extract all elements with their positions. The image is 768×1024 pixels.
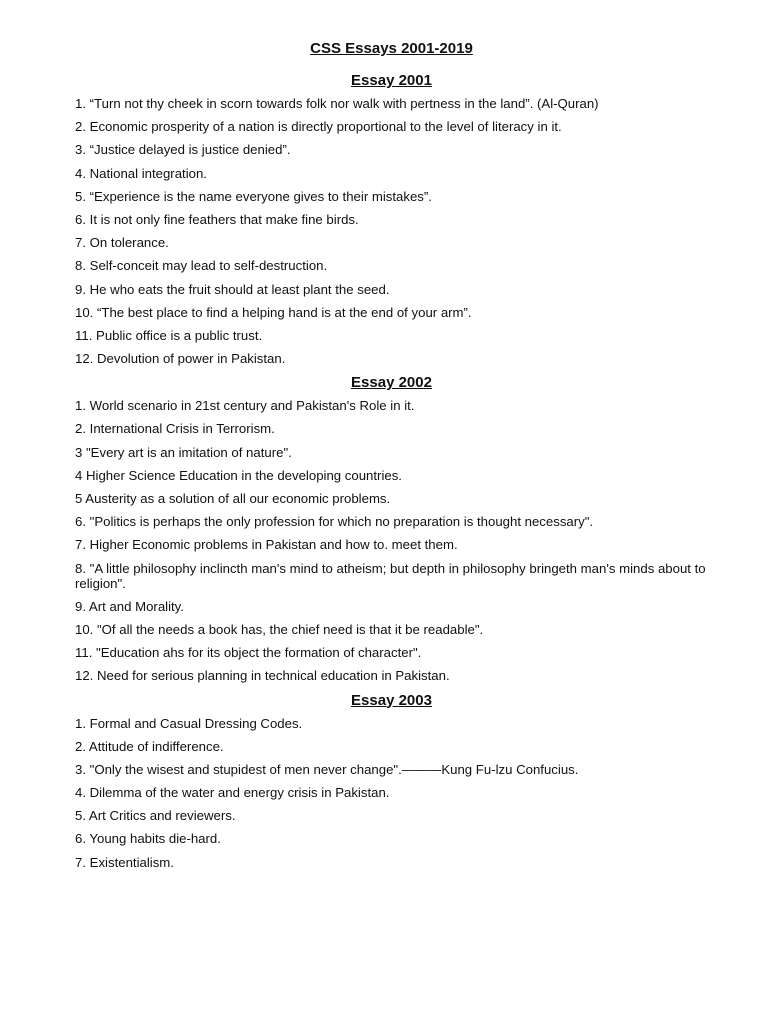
essay-section	[75, 692, 708, 870]
essay-topic: 9. Art and Morality.	[75, 598, 184, 614]
essay-sections	[75, 72, 708, 870]
essay-topic: 6. "Politics is perhaps the only profession for which no preparation is thought necessary".	[75, 514, 594, 530]
essay-topic: 7. On tolerance.	[75, 235, 169, 251]
essay-topic: 3 "Every art is an imitation of nature".	[75, 444, 292, 460]
essay-topic: 3. “Justice delayed is justice denied”.	[75, 142, 291, 158]
essay-topic: 6. Young habits die-hard.	[75, 831, 221, 847]
document-title: CSS Essays 2001-2019	[310, 40, 473, 57]
essay-topic: 7. Higher Economic problems in Pakistan and how to. meet them.	[75, 537, 458, 553]
essay-topic: 7. Existentialism.	[75, 854, 174, 870]
essay-topic-list	[75, 716, 708, 870]
essay-topic: 2. Economic prosperity of a nation is directly proportional to the level of literacy in it.	[75, 119, 562, 135]
essay-topic: 10. “The best place to find a helping hand is at the end of your arm”.	[75, 304, 472, 320]
essay-topic: 6. It is not only fine feathers that make fine birds.	[75, 211, 359, 227]
essay-topic: 4. National integration.	[75, 165, 207, 181]
section-title: Essay 2001	[351, 72, 432, 89]
essay-topic: 1. Formal and Casual Dressing Codes.	[75, 715, 303, 731]
essay-section	[75, 72, 708, 366]
essay-topic: 2. International Crisis in Terrorism.	[75, 421, 275, 437]
essay-topic: 4. Dilemma of the water and energy crisis in Pakistan.	[75, 785, 390, 801]
essay-section	[75, 374, 708, 683]
essay-topic: 5. “Experience is the name everyone gives to their mistakes”.	[75, 188, 432, 204]
essay-topic: 5. Art Critics and reviewers.	[75, 808, 236, 824]
essay-topic: 9. He who eats the fruit should at least plant the seed.	[75, 281, 390, 297]
section-title: Essay 2002	[351, 374, 432, 392]
essay-topic: 5 Austerity as a solution of all our economic problems.	[75, 491, 391, 506]
essay-topic: 12. Devolution of power in Pakistan.	[75, 351, 286, 367]
essay-topic-list	[75, 398, 708, 683]
essay-topic: 8. Self-conceit may lead to self-destruction.	[75, 258, 328, 274]
essay-topic-list	[75, 96, 708, 366]
essay-topic: 4 Higher Science Education in the developing countries.	[75, 467, 402, 483]
essay-topic: 1. “Turn not thy cheek in scorn towards folk nor walk with pertness in the land”. (Al-Quran)	[75, 96, 599, 111]
essay-topic: 8. "A little philosophy inclincth man's mind to atheism; but depth in philosophy bringeth man's minds about to religion".	[75, 560, 706, 591]
essay-topic: 11. Public office is a public trust.	[75, 327, 263, 343]
essay-topic: 1. World scenario in 21st century and Pakistan's Role in it.	[75, 398, 415, 414]
essay-topic: 12. Need for serious planning in technical education in Pakistan.	[75, 668, 450, 684]
section-title: Essay 2003	[351, 691, 432, 709]
essay-topic: 3. "Only the wisest and stupidest of men never change".———Kung Fu-lzu Confucius.	[75, 761, 579, 777]
essay-topic: 11. "Education ahs for its object the formation of character".	[75, 645, 422, 661]
essay-topic: 2. Attitude of indifference.	[75, 738, 224, 754]
essay-topic: 10. "Of all the needs a book has, the chief need is that it be readable".	[75, 621, 484, 637]
